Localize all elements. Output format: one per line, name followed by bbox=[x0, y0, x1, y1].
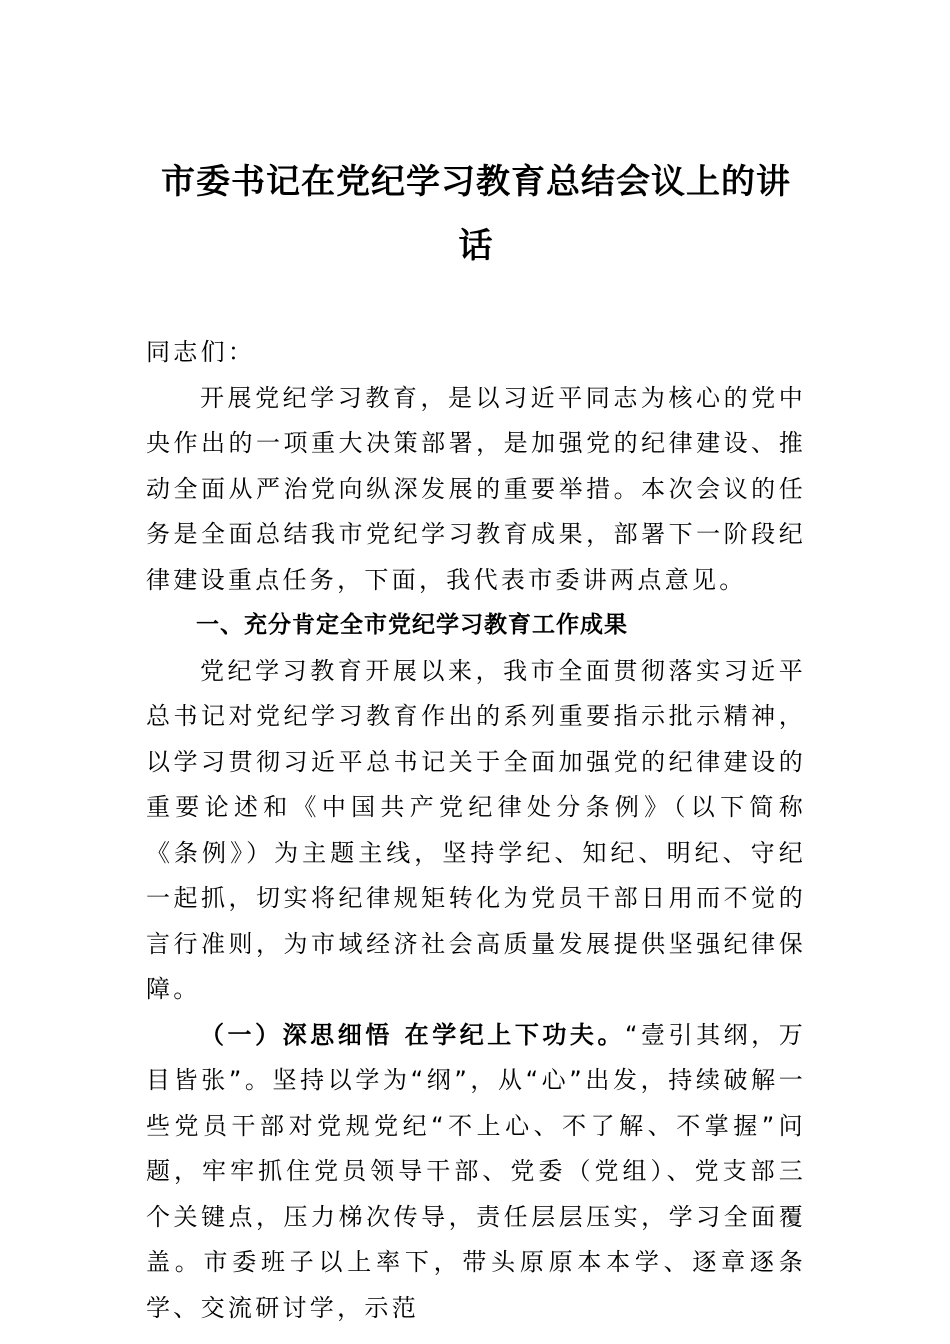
intro-paragraph: 开展党纪学习教育，是以习近平同志为核心的党中央作出的一项重大决策部署，是加强党的纪律建设、推动全面从严治党向纵深发展的重要举措。本次会议的任务是全面总结我市党纪学习教育成果，部署下一阶段纪律建设重点任务，下面，我代表市委讲两点意见。 bbox=[146, 383, 806, 594]
document-title: 市委书记在党纪学习教育总结会议上的讲话 bbox=[161, 162, 791, 266]
salutation: 同志们： bbox=[146, 338, 256, 366]
subsection1-paragraph bbox=[146, 1013, 806, 1332]
section1-paragraph: 党纪学习教育开展以来，我市全面贯彻落实习近平总书记对党纪学习教育作出的系列重要指示批示精神，以学习贯彻习近平总书记关于全面加强党的纪律建设的重要论述和《中国共产党纪律处分条例》（以下简称《条例》）为主题主线，坚持学纪、知纪、明纪、守纪一起抓，切实将纪律规矩转化为党员干部日用而不觉的言行准则，为市域经济社会高质量发展提供坚强纪律保障。 bbox=[146, 656, 806, 1003]
subsection1-text: “壹引其纲，万目皆张”。坚持以学为“纲”，从“心”出发，持续破解一些党员干部对党规党纪“不上心、不了解、不掌握”问题，牢牢抓住党员领导干部、党委（党组）、党支部三个关键点，压力梯次传导，责任层层压实，学习全面覆盖。市委班子以上率下，带头原原本本学、逐章逐条学、交流研讨学，示范 bbox=[146, 1020, 806, 1322]
section-heading-1: 一、充分肯定全市党纪学习教育工作成果 bbox=[196, 612, 628, 638]
subsection-heading-1: （一）深思细悟 在学纪上下功夫。 bbox=[200, 1020, 626, 1049]
document-page bbox=[146, 150, 806, 1331]
